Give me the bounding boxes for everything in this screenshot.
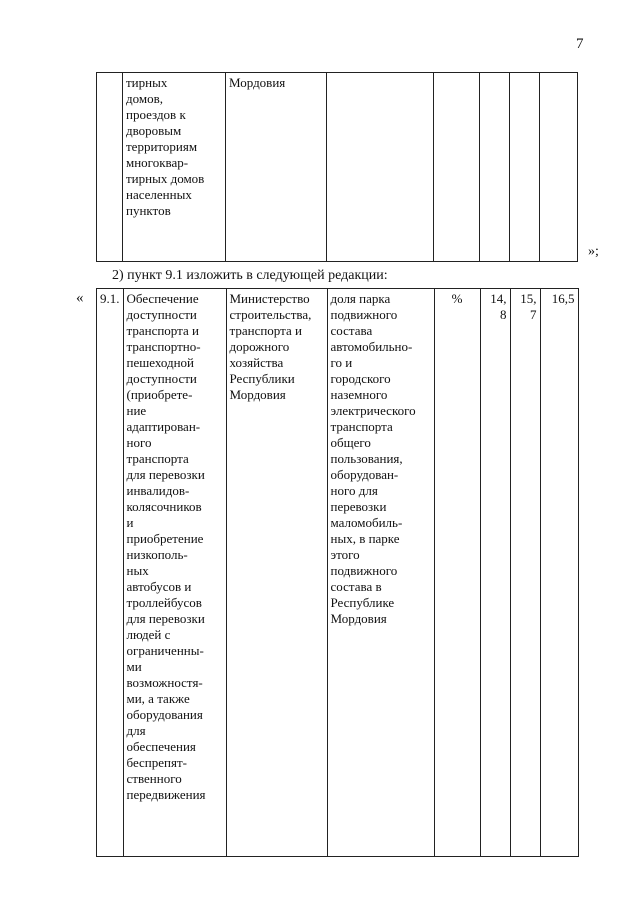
cell-value-1: 14, 8 [480, 289, 510, 857]
opening-quote: « [76, 290, 84, 306]
amendment-instruction: 2) пункт 9.1 изложить в следующей редакции: [112, 268, 388, 283]
cell-number: 9.1. [97, 289, 124, 857]
cell-measure: тирных домов, проездов к дворовым территориям многоквар- тирных домов населенных пунктов [123, 73, 226, 262]
cell-value-2: 15, 7 [510, 289, 540, 857]
cell-value-3 [540, 73, 578, 262]
closing-quote: »; [588, 244, 599, 259]
cell-number [97, 73, 123, 262]
cell-value-3: 16,5 [540, 289, 578, 857]
cell-executor: Мордовия [226, 73, 327, 262]
cell-indicator: доля парка подвижного состава автомобильно- го и городского наземного электрического транспорта общего пользования, оборудован- ного для перевозки маломобиль- ных, в парке этого подвижного состава в Республике Мордовия [327, 289, 434, 857]
cell-measure: Обеспечение доступности транспорта и транспортно- пешеходной доступности (приобрете- ние адаптирован- ного транспорта для перевозки инвалидов- колясочников и приобретение низкополь- ных автобусов и троллейбусов для перевозки людей с ограниченны- ми возможностя- ми, а также оборудования для обеспечения беспрепят- ственного передвижения [123, 289, 226, 857]
table-new-edition [96, 288, 579, 857]
cell-executor: Министерство строительства, транспорта и дорожного хозяйства Республики Мордовия [226, 289, 327, 857]
cell-value-2 [510, 73, 540, 262]
cell-unit [434, 73, 480, 262]
page-number: 7 [576, 36, 584, 52]
cell-unit: % [434, 289, 480, 857]
table-continued [96, 72, 578, 262]
cell-indicator [327, 73, 434, 262]
table-row [97, 289, 579, 857]
cell-value-1 [480, 73, 510, 262]
table-row [97, 73, 578, 262]
